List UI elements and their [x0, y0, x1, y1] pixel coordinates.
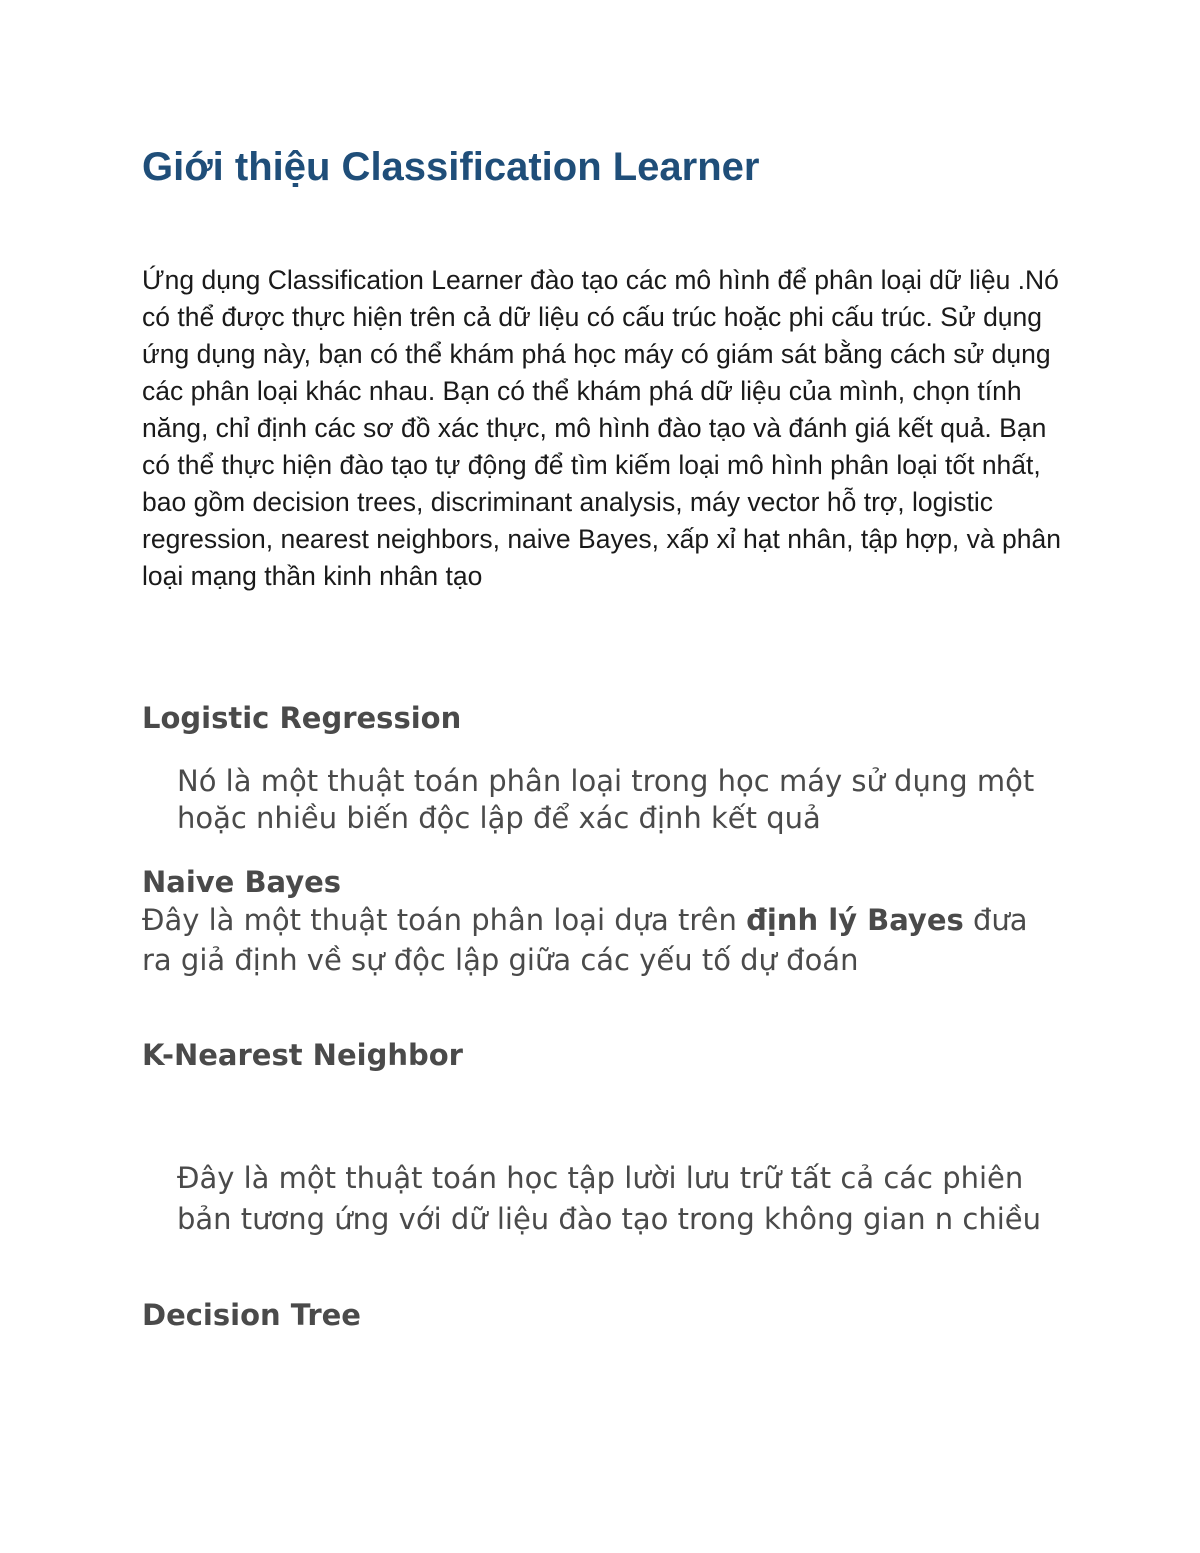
- logistic-regression-description: Nó là một thuật toán phân loại trong học máy sử dụng một hoặc nhiều biến độc lập để xác định kết quả: [177, 764, 1035, 835]
- naive-bayes-text-end: đưa ra giả định về sự độc lập giữa các yếu tố dự đoán: [142, 903, 1028, 977]
- logistic-regression-heading: Logistic Regression: [142, 701, 462, 735]
- decision-tree-heading: Decision Tree: [142, 1298, 361, 1332]
- naive-bayes-text-start: Đây là một thuật toán phân loại dựa trên: [142, 903, 747, 937]
- naive-bayes-description: [142, 900, 1042, 980]
- intro-paragraph: Ứng dụng Classification Learner đào tạo các mô hình để phân loại dữ liệu .Nó có thể được thực hiện trên cả dữ liệu có cấu trúc hoặc phi cấu trúc. Sử dụng ứng dụng này, bạn có thể khám phá học máy có giám sát bằng cách sử dụng các phân loại khác nhau. Bạn có thể khám phá dữ liệu của mình, chọn tính năng, chỉ định các sơ đồ xác thực, mô hình đào tạo và đánh giá kết quả. Bạn có thể thực hiện đào tạo tự động để tìm kiếm loại mô hình phân loại tốt nhất, bao gồm decision trees, discriminant analysis, máy vector hỗ trợ, logistic regression, nearest neighbors, naive Bayes, xấp xỉ hạt nhân, tập hợp, và phân loại mạng thần kinh nhân tạo: [142, 265, 1061, 591]
- naive-bayes-heading: Naive Bayes: [142, 865, 342, 899]
- bayes-theorem-emphasis: định lý Bayes: [746, 903, 964, 937]
- k-nearest-neighbor-heading: K-Nearest Neighbor: [142, 1038, 463, 1072]
- k-nearest-neighbor-description: Đây là một thuật toán học tập lười lưu trữ tất cả các phiên bản tương ứng với dữ liệu đào tạo trong không gian n chiều: [177, 1161, 1042, 1236]
- document-title: Giới thiệu Classification Learner: [142, 145, 760, 189]
